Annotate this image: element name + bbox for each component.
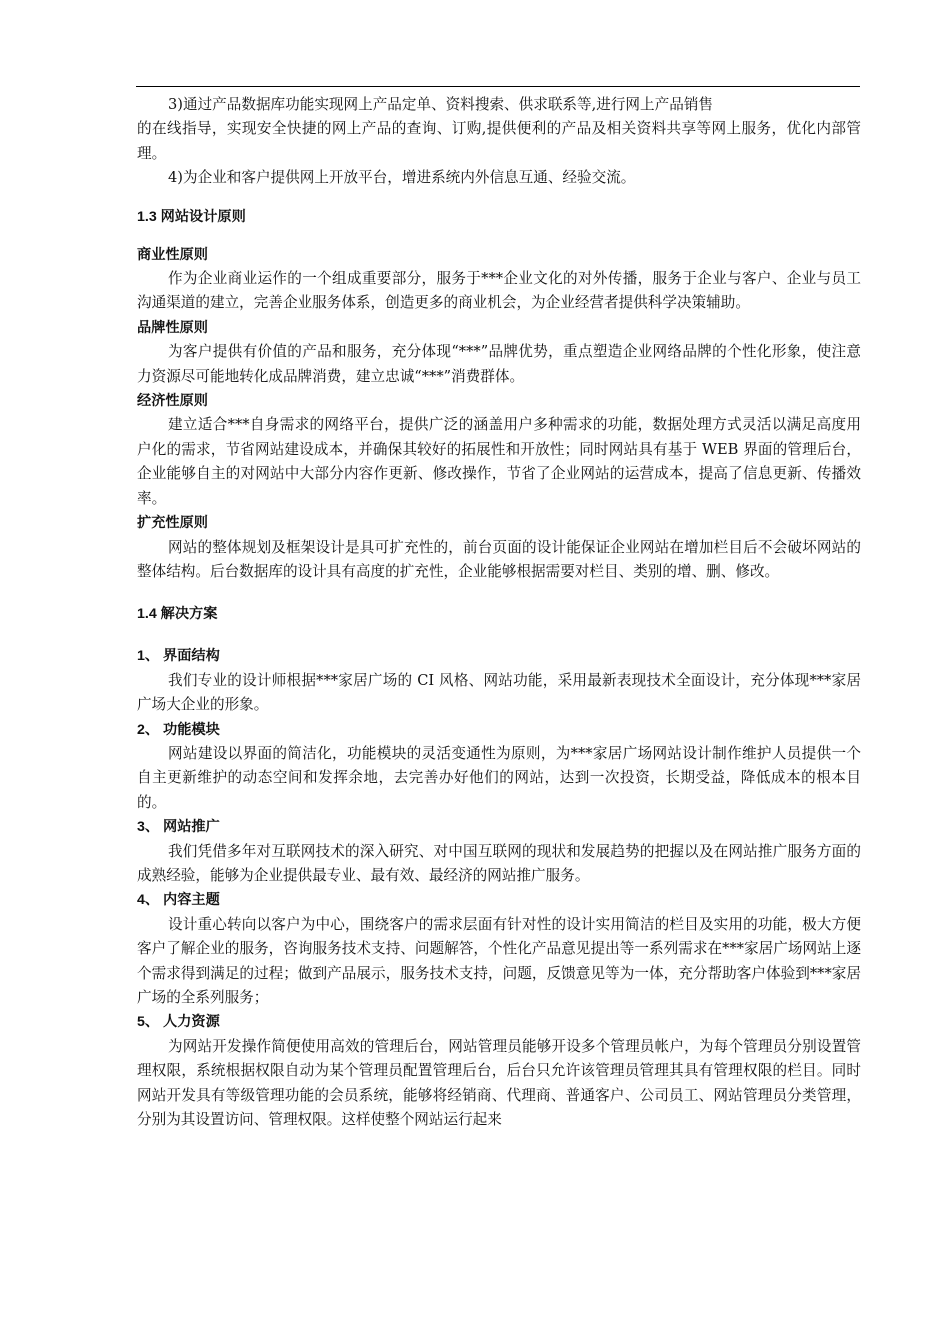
principle-text-economy: 建立适合***自身需求的网络平台，提供广泛的涵盖用户多种需求的功能，数据处理方式灵活以满足高度用户化的需求，节省网站建设成本，并确保其较好的拓展性和开放性；同时网站具有基于 WEB 界面的管理后台，企业能够自主的对网站中大部分内容作更新、修改操作，节省了企业网站的运营成本，提高了信息更新、传播效率。	[137, 416, 861, 507]
solution-heading-modules: 2、 功能模块	[137, 721, 220, 738]
section-title-1-4: 1.4 解决方案	[137, 606, 218, 623]
principle-heading-extensibility: 扩充性原则	[137, 515, 208, 532]
solution-text-promotion: 我们凭借多年对互联网技术的深入研究、对中国互联网的现状和发展趋势的把握以及在网站推广服务方面的成熟经验，能够为企业提供最专业、最有效、最经济的网站推广服务。	[137, 842, 861, 884]
principle-heading-commercial: 商业性原则	[137, 246, 208, 263]
solution-heading-promotion: 3、 网站推广	[137, 819, 220, 836]
intro-item-4: 4)为企业和客户提供网上开放平台，增进系统内外信息互通、经验交流。	[168, 169, 636, 187]
intro-item-3-line1: 3)通过产品数据库功能实现网上产品定单、资料搜索、供求联系等,进行网上产品销售	[168, 96, 713, 113]
principle-heading-economy: 经济性原则	[137, 393, 208, 410]
solution-text-hr: 为网站开发操作简便使用高效的管理后台，网站管理员能够开设多个管理员帐户，为每个管理员分别设置管理权限，系统根据权限自动为某个管理员配置管理后台，后台只允许该管理员管理其具有管理权限的栏目。同时网站开发具有等级管理功能的会员系统，能够将经销商、代理商、普通客户、公司员工、网站管理员分类管理，分别为其设置访问、管理权限。这样使整个网站运行起来	[137, 1037, 861, 1129]
principle-heading-brand: 品牌性原则	[137, 319, 208, 336]
solution-heading-interface: 1、 界面结构	[137, 648, 220, 665]
intro-item-3-line2: 的在线指导，实现安全快捷的网上产品的查询、订购,提供便利的产品及相关资料共享等网上服务，优化内部管理。	[137, 120, 861, 162]
solution-text-content: 设计重心转向以客户为中心，围绕客户的需求层面有针对性的设计实用简洁的栏目及实用的功能，极大方便客户了解企业的服务，咨询服务技术支持、问题解答，个性化产品意见提出等一系列需求在***家居广场网站上逐个需求得到满足的过程；做到产品展示，服务技术支持，问题，反馈意见等为一体，充分帮助客户体验到***家居广场的全系列服务；	[137, 915, 861, 1006]
document-body	[137, 93, 861, 1132]
principle-text-brand: 为客户提供有价值的产品和服务，充分体现“***”品牌优势，重点塑造企业网络品牌的个性化形象，使注意力资源尽可能地转化成品牌消费，建立忠诚“***”消费群体。	[137, 343, 861, 385]
principle-text-commercial: 作为企业商业运作的一个组成重要部分，服务于***企业文化的对外传播，服务于企业与客户、企业与员工沟通渠道的建立，完善企业服务体系，创造更多的商业机会，为企业经营者提供科学决策辅助。	[137, 270, 861, 312]
solution-text-interface: 我们专业的设计师根据***家居广场的 CI 风格、网站功能，采用最新表现技术全面设计，充分体现***家居广场大企业的形象。	[137, 671, 861, 714]
solution-heading-content: 4、 内容主题	[137, 892, 220, 909]
principle-text-extensibility: 网站的整体规划及框架设计是具可扩充性的，前台页面的设计能保证企业网站在增加栏目后不会破坏网站的整体结构。后台数据库的设计具有高度的扩充性，企业能够根据需要对栏目、类别的增、删、修改。	[137, 538, 861, 580]
header-rule	[136, 86, 860, 87]
solution-heading-hr: 5、 人力资源	[137, 1014, 220, 1031]
solution-text-modules: 网站建设以界面的简洁化，功能模块的灵活变通性为原则，为***家居广场网站设计制作维护人员提供一个自主更新维护的动态空间和发挥余地，去完善办好他们的网站，达到一次投资，长期受益，降低成本的根本目的。	[137, 744, 861, 811]
section-title-1-3: 1.3 网站设计原则	[137, 208, 246, 225]
